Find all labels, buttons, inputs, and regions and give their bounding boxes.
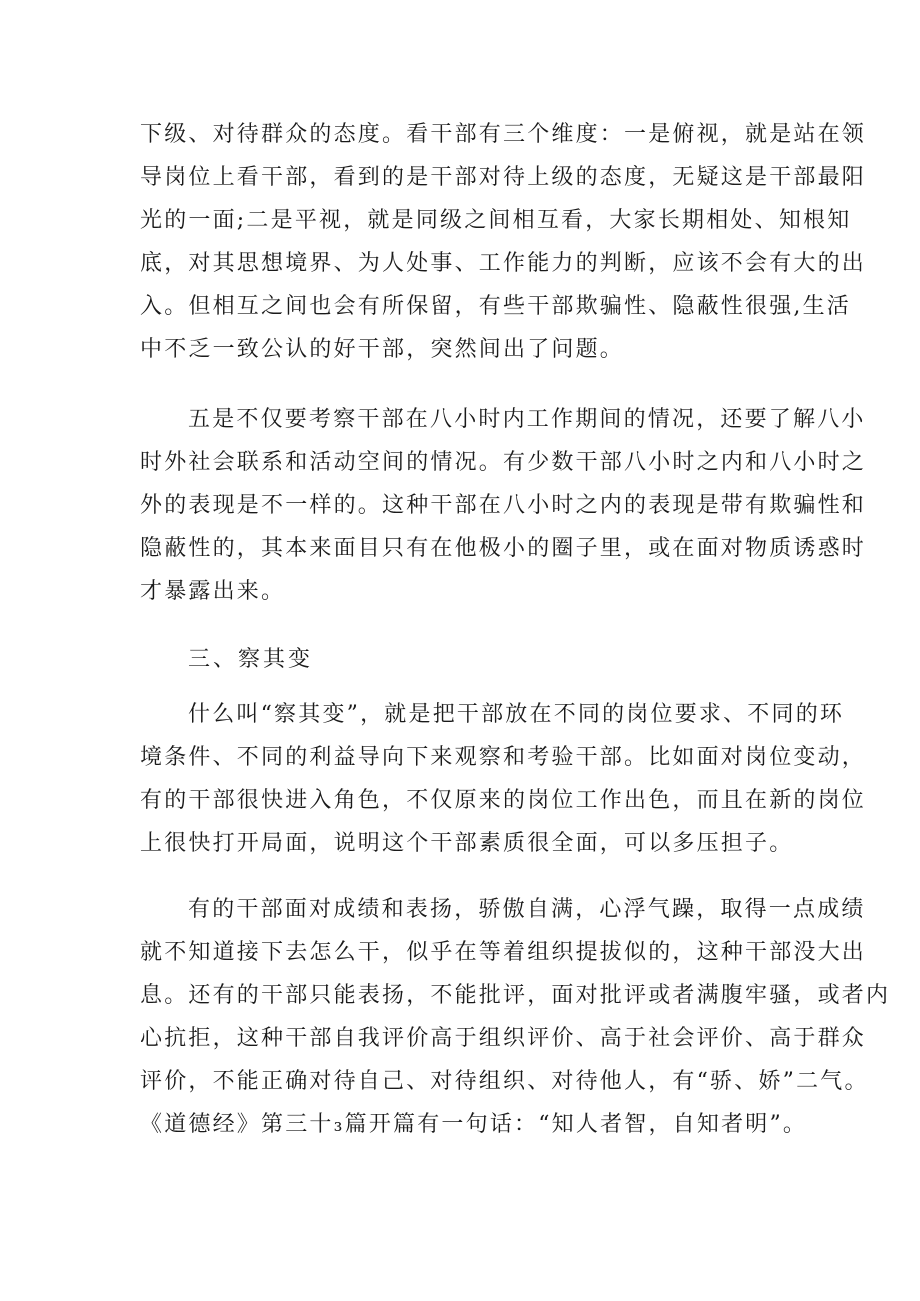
paragraph-line: 有的干部面对成绩和表扬，骄傲自满，心浮气躁，取得一点成绩 bbox=[188, 897, 866, 922]
section-heading: 三、察其变 bbox=[188, 647, 314, 672]
paragraph-line: 光的一面;二是平视，就是同级之间相互看，大家长期相处、知根知 bbox=[140, 208, 852, 233]
paragraph-line: 底，对其思想境界、为人处事、工作能力的判断，应该不会有大的出 bbox=[140, 251, 867, 276]
paragraph-line: 就不知道接下去怎么干，似乎在等着组织提拔似的，这种干部没大出 bbox=[140, 940, 867, 965]
paragraph-line: 时外社会联系和活动空间的情况。有少数干部八小时之内和八小时之 bbox=[140, 450, 867, 475]
paragraph-line: 外的表现是不一样的。这种干部在八小时之内的表现是带有欺骗性和 bbox=[140, 493, 867, 518]
paragraph-line: 隐蔽性的，其本来面目只有在他极小的圈子里，或在面对物质诱惑时 bbox=[140, 536, 867, 561]
paragraph-line: 评价，不能正确对待自己、对待组织、对待他人，有“骄、娇”二气。 bbox=[140, 1069, 869, 1094]
paragraph-line: 心抗拒，这种干部自我评价高于组织评价、高于社会评价、高于群众 bbox=[140, 1026, 867, 1051]
paragraph-line: 导岗位上看干部，看到的是干部对待上级的态度，无疑这是干部最阳 bbox=[140, 165, 867, 190]
paragraph-line: 才暴露出来。 bbox=[140, 579, 286, 604]
paragraph-line: 入。但相互之间也会有所保留，有些干部欺骗性、隐蔽性很强,生活 bbox=[140, 294, 851, 319]
paragraph-line: 上很快打开局面，说明这个干部素质很全面，可以多压担子。 bbox=[140, 831, 794, 856]
paragraph-line: 中不乏一致公认的好干部，突然间出了问题。 bbox=[140, 337, 625, 362]
paragraph-line: 有的干部很快进入角色，不仅原来的岗位工作出色，而且在新的岗位 bbox=[140, 788, 867, 813]
paragraph-line: 境条件、不同的利益导向下来观察和考验干部。比如面对岗位变动， bbox=[140, 745, 867, 770]
paragraph-line: 《道德经》第三十₃篇开篇有一句话：“知人者智，自知者明”。 bbox=[140, 1112, 808, 1137]
paragraph-line: 五是不仅要考察干部在八小时内工作期间的情况，还要了解八小 bbox=[188, 407, 866, 432]
paragraph-line: 下级、对待群众的态度。看干部有三个维度：一是俯视，就是站在领 bbox=[140, 122, 867, 147]
paragraph-line: 息。还有的干部只能表扬，不能批评，面对批评或者满腹牢骚，或者内 bbox=[140, 983, 891, 1008]
paragraph-line: 什么叫“察其变”，就是把干部放在不同的岗位要求、不同的环 bbox=[188, 702, 845, 727]
